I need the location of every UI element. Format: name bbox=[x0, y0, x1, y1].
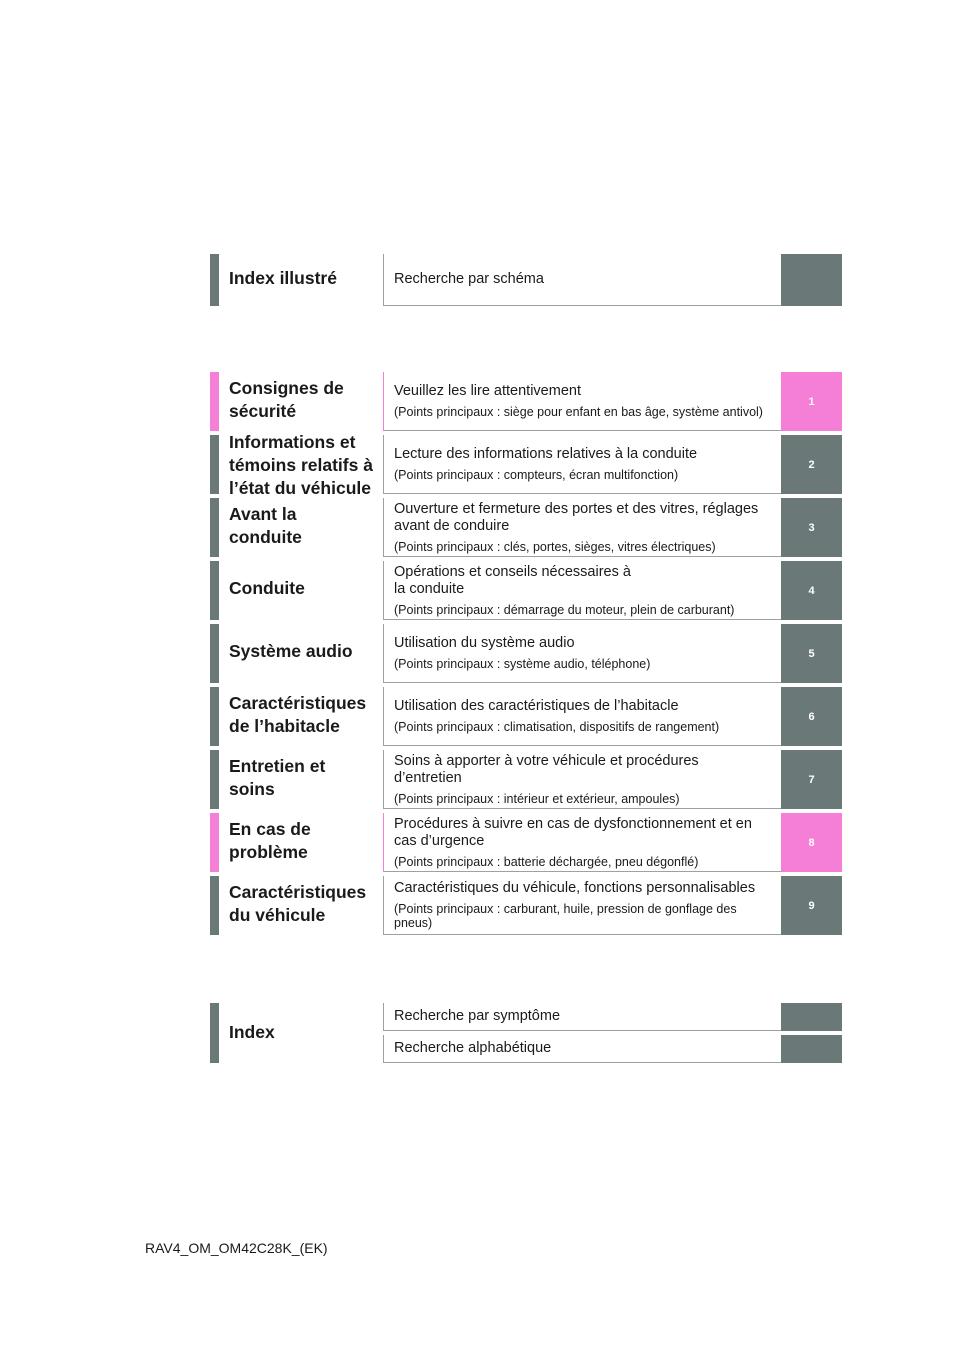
chapter-sub-text: (Points principaux : carburant, huile, pression de gonflage des pneus) bbox=[394, 902, 737, 930]
chapter-row-6[interactable] bbox=[210, 687, 842, 746]
chapter-desc-box bbox=[383, 813, 781, 872]
section-bar bbox=[210, 561, 219, 620]
chapter-row-4[interactable] bbox=[210, 561, 842, 620]
chapter-title: Informations et témoins relatifs à l’état du véhicule bbox=[229, 432, 373, 498]
chapter-sub-text: (Points principaux : climatisation, dispositifs de rangement) bbox=[394, 720, 720, 734]
chapter-tab-5[interactable]: 5 bbox=[781, 624, 842, 683]
section-tab bbox=[781, 254, 842, 306]
chapter-main-text: Caractéristiques du véhicule, fonctions personnalisables bbox=[394, 880, 756, 896]
chapter-title: En cas de problème bbox=[229, 819, 311, 862]
index-tab-alphabetical[interactable] bbox=[781, 1035, 842, 1063]
chapter-desc-box bbox=[383, 372, 781, 431]
section-bar bbox=[210, 498, 219, 557]
chapter-row-9[interactable] bbox=[210, 876, 842, 935]
section-title: Index illustré bbox=[229, 268, 337, 288]
index-tab-symptom[interactable] bbox=[781, 1003, 842, 1031]
chapter-main-text: Utilisation des caractéristiques de l’habitacle bbox=[394, 698, 679, 714]
chapter-main-text: Opérations et conseils nécessaires à la conduite bbox=[394, 563, 631, 597]
chapter-tab-8[interactable]: 8 bbox=[781, 813, 842, 872]
chapter-title: Conduite bbox=[229, 578, 305, 598]
chapter-sub-text: (Points principaux : démarrage du moteur, plein de carburant) bbox=[394, 602, 735, 617]
chapter-title: Caractéristiques de l’habitacle bbox=[229, 693, 367, 736]
chapter-row-2[interactable] bbox=[210, 432, 842, 498]
chapter-sub-text: (Points principaux : siège pour enfant en bas âge, système antivol) bbox=[394, 405, 763, 419]
chapter-desc-box bbox=[383, 687, 781, 746]
chapter-main-text: Utilisation du système audio bbox=[394, 635, 575, 651]
chapter-tab-1[interactable]: 1 bbox=[781, 372, 842, 431]
index-item-alphabetical[interactable]: Recherche alphabétique bbox=[383, 1035, 781, 1063]
chapter-main-text: Soins à apporter à votre véhicule et procédures d’entretien bbox=[394, 752, 699, 786]
section-bar bbox=[210, 750, 219, 809]
chapter-row-1[interactable] bbox=[210, 372, 842, 431]
section-bar bbox=[210, 372, 219, 431]
chapter-tab-4[interactable]: 4 bbox=[781, 561, 842, 620]
section-bar bbox=[210, 876, 219, 935]
chapter-desc-box bbox=[383, 561, 781, 620]
chapter-row-5[interactable] bbox=[210, 624, 842, 683]
index-row bbox=[210, 1003, 842, 1063]
chapter-tab-9[interactable]: 9 bbox=[781, 876, 842, 935]
index-title: Index bbox=[229, 1022, 275, 1042]
chapter-tab-2[interactable]: 2 bbox=[781, 435, 842, 494]
chapter-desc-box bbox=[383, 624, 781, 683]
section-desc: Recherche par schéma bbox=[394, 271, 544, 287]
chapter-main-text: Veuillez les lire attentivement bbox=[394, 383, 581, 399]
section-bar bbox=[210, 1003, 219, 1063]
section-bar bbox=[210, 624, 219, 683]
chapter-desc-box bbox=[383, 750, 781, 809]
chapter-title: Système audio bbox=[229, 641, 353, 661]
document-code: RAV4_OM_OM42C28K_(EK) bbox=[145, 1240, 328, 1256]
chapter-main-text: Procédures à suivre en cas de dysfonctionnement et en cas d’urgence bbox=[394, 815, 752, 849]
chapter-title: Avant la conduite bbox=[229, 504, 302, 547]
chapter-main-text: Lecture des informations relatives à la conduite bbox=[394, 446, 698, 462]
chapter-title: Consignes de sécurité bbox=[229, 378, 344, 421]
chapter-tab-7[interactable]: 7 bbox=[781, 750, 842, 809]
section-desc-box bbox=[383, 254, 781, 306]
chapter-sub-text: (Points principaux : compteurs, écran multifonction) bbox=[394, 468, 679, 482]
section-bar bbox=[210, 687, 219, 746]
chapter-row-7[interactable] bbox=[210, 750, 842, 809]
chapter-desc-box bbox=[383, 435, 781, 494]
section-bar bbox=[210, 435, 219, 494]
section-bar bbox=[210, 813, 219, 872]
index-illustre-row[interactable] bbox=[210, 254, 842, 306]
chapter-desc-box bbox=[383, 498, 781, 557]
section-bar bbox=[210, 254, 219, 306]
chapter-title: Entretien et soins bbox=[229, 756, 326, 799]
chapter-row-8[interactable] bbox=[210, 813, 842, 872]
chapter-tab-3[interactable]: 3 bbox=[781, 498, 842, 557]
chapter-tab-6[interactable]: 6 bbox=[781, 687, 842, 746]
chapter-title: Caractéristiques du véhicule bbox=[229, 882, 367, 925]
chapter-sub-text: (Points principaux : système audio, téléphone) bbox=[394, 657, 651, 671]
chapter-desc-box bbox=[383, 876, 781, 935]
index-item-symptom[interactable]: Recherche par symptôme bbox=[383, 1003, 781, 1031]
chapter-sub-text: (Points principaux : batterie déchargée, pneu dégonflé) bbox=[394, 854, 699, 869]
chapter-sub-text: (Points principaux : intérieur et extérieur, ampoules) bbox=[394, 791, 680, 806]
chapter-main-text: Ouverture et fermeture des portes et des vitres, réglages avant de conduire bbox=[394, 500, 759, 534]
chapter-row-3[interactable] bbox=[210, 498, 842, 557]
chapter-sub-text: (Points principaux : clés, portes, sièges, vitres électriques) bbox=[394, 539, 716, 554]
